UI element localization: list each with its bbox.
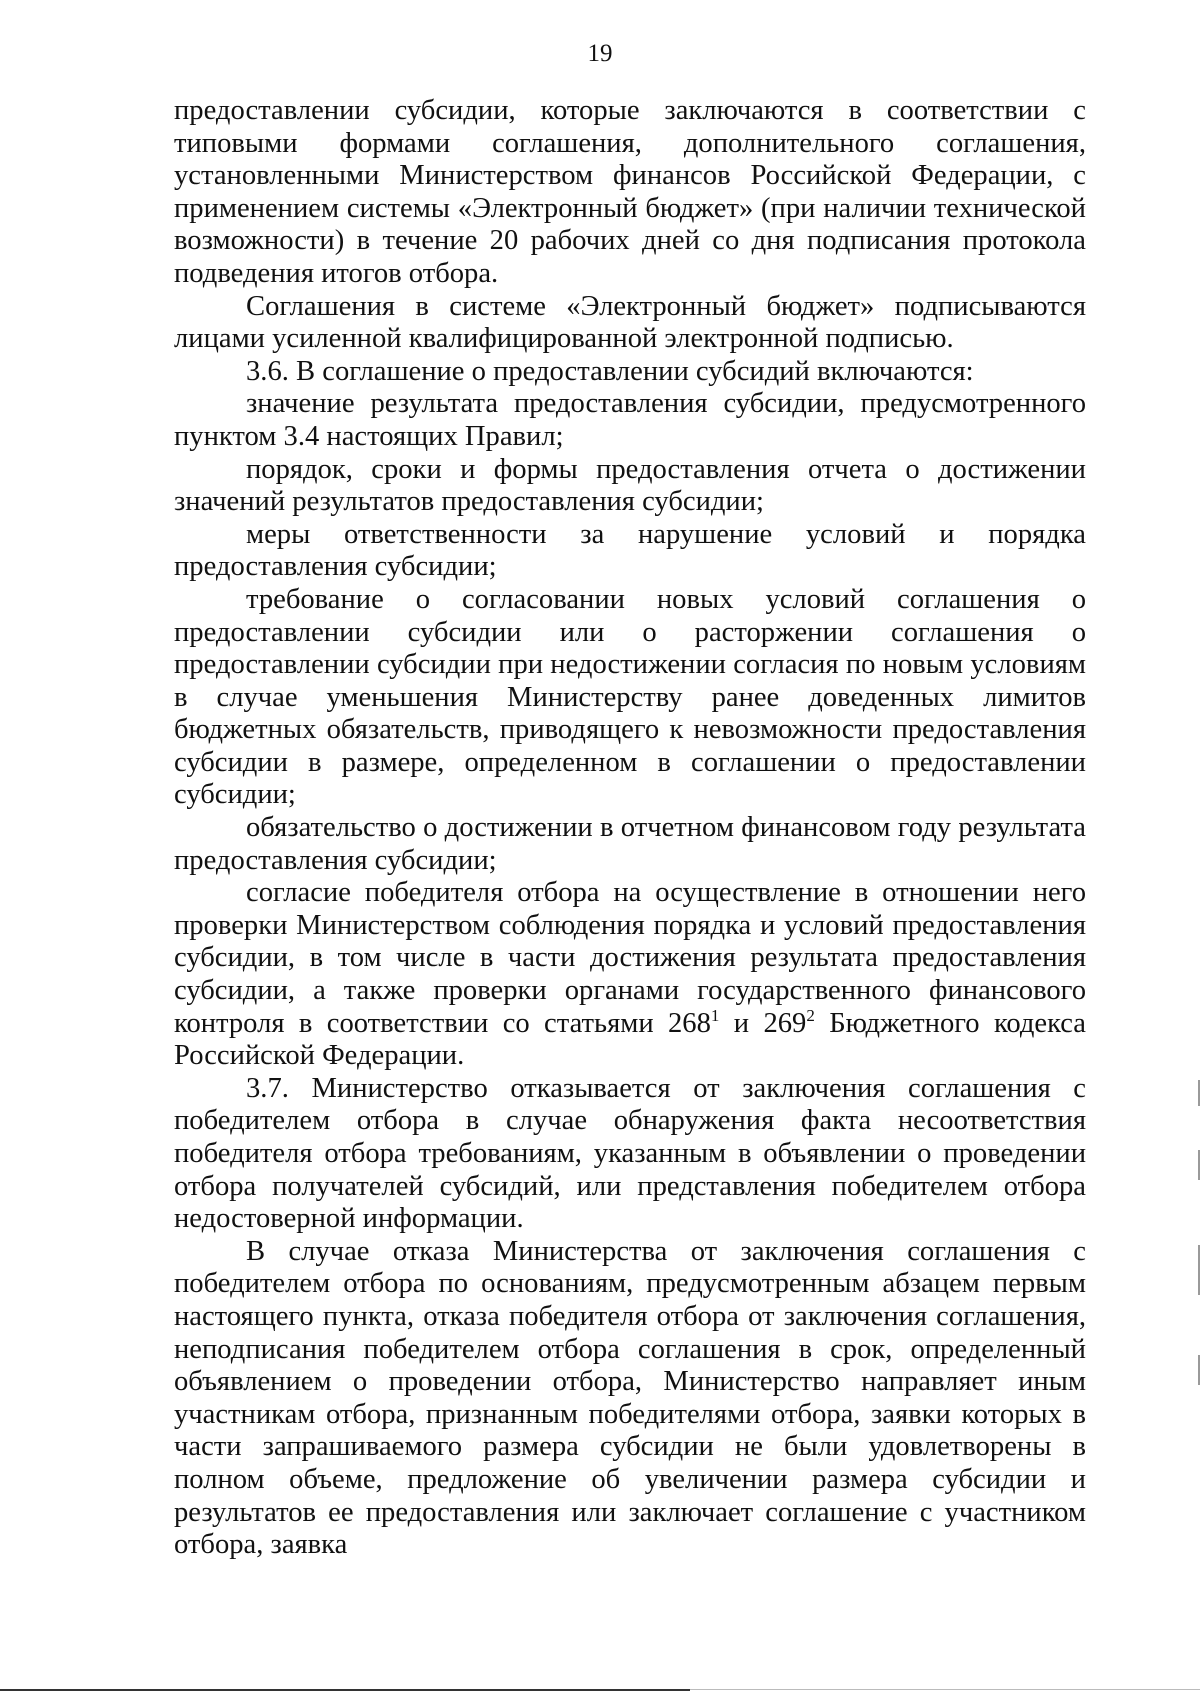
paragraph-new-conditions: требование о согласовании новых условий соглашения о предоставлении субсидии или о расторжении соглашения о предоставлении субсидии при недостижении согласия по новым условиям в случае уменьшения Министерству ранее доведенных лимитов бюджетных обязательств, приводящего к невозможности предоставления субсидии в размере, определенном в соглашении о предоставлении субсидии; — [174, 583, 1086, 811]
paragraph-refusal-case: В случае отказа Министерства от заключения соглашения с победителем отбора по основаниям, предусмотренным абзацем первым настоящего пункта, отказа победителя отбора от заключения соглашения, неподписания победителем отбора соглашения в срок, определенный объявлением о проведении отбора, Министерство направляет иным участникам отбора, признанным победителями отбора, заявки которых в части запрашиваемого размера субсидии не были удовлетворены в полном объеме, предложение об увеличении размера субсидии и результатов ее предоставления или заключает соглашение с участником отбора, заявка — [174, 1235, 1086, 1561]
consent-text-after: Бюджетного кодекса Российской Федерации. — [174, 1007, 1087, 1072]
document-body — [174, 95, 1086, 1562]
paragraph-signing: Соглашения в системе «Электронный бюджет» подписываются лицами усиленной квалифицированной электронной подписью. — [174, 290, 1086, 355]
article-superscript-2: 2 — [806, 1005, 815, 1025]
paragraph-liability: меры ответственности за нарушение условий и порядка предоставления субсидии; — [174, 518, 1086, 583]
article-superscript-1: 1 — [710, 1005, 720, 1025]
paragraph-consent-audit — [174, 877, 1086, 1073]
paragraph-report-order: порядок, сроки и формы предоставления отчета о достижении значений результатов предоставления субсидии; — [174, 453, 1086, 518]
paragraph-continuation: предоставлении субсидии, которые заключаются в соответствии с типовыми формами соглашения, дополнительного соглашения, установленными Министерством финансов Российской Федерации, с применением системы «Электронный бюджет» (при наличии технической возможности) в течение 20 рабочих дней со дня подписания протокола подведения итогов отбора. — [174, 95, 1086, 289]
consent-text-middle: и 269 — [719, 1007, 807, 1039]
page-number: 19 — [587, 40, 613, 67]
scan-edge-line-faint — [690, 1689, 1200, 1690]
consent-text-before: согласие победителя отбора на осуществление в отношении него проверки Министерством соблюдения порядка и условий предоставления субсидии, в том числе в части достижения результата предоставления субсидии, а также проверки органами государственного финансового контроля в соответствии со статьями 268 — [174, 877, 1086, 1039]
paragraph-obligation: обязательство о достижении в отчетном финансовом году результата предоставления субсидии; — [174, 812, 1086, 876]
paragraph-3-6-heading: 3.6. В соглашение о предоставлении субсидий включаются: — [246, 355, 974, 387]
paragraph-result-value: значение результата предоставления субсидии, предусмотренного пунктом 3.4 настоящих Правил; — [174, 388, 1086, 452]
paragraph-3-7-refusal: 3.7. Министерство отказывается от заключения соглашения с победителем отбора в случае обнаружения факта несоответствия победителя отбора требованиям, указанным в объявлении о проведении отбора получателей субсидий, или представления победителем отбора недостоверной информации. — [174, 1072, 1086, 1235]
scan-edge-line — [0, 1689, 690, 1691]
